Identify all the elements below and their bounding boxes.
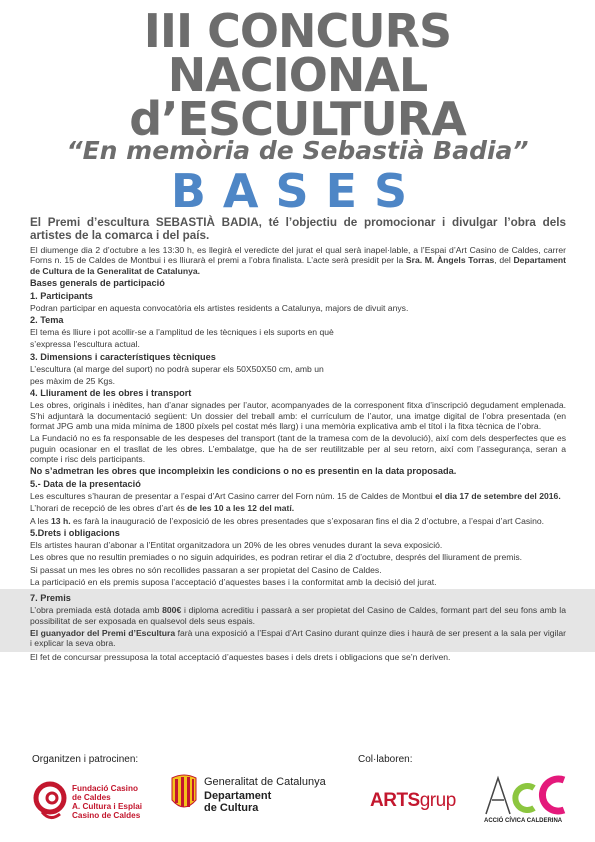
sponsors-footer [0,750,595,842]
prizes-text-1: L’obra premiada està dotada amb 800€ i diploma acreditiu i passarà a ser propietat del Casino de Caldes, formant part del seu fons amb la possibilitat de ser exposada en qualsevol dels seus espais. [30,605,566,626]
generalitat-logo [170,774,340,834]
delivery-text-1: Les obres, originals i inèdites, han d’anar signades per l’autor, acompanyades de la corresponent fitxa d’inscripció degudament emplenada. S’hi adjuntarà la documentació següent: Un dossier del treball amb: el currículum de l’autor, una imatge digital de l’obra presentada (en format JPG amb una mida mínima de 1800 píxels pel costat més llarg) i una memòria explicativa amb el títol i la fitxa tècnica de l’obra. [30,400,566,431]
rights-text-2: Les obres que no resultin premiades o no siguin adquirides, es podran retirar el dia 2 d’octubre, després del lliurament de premis. [30,552,523,563]
section-prizes-heading: 7. Premis [30,593,71,604]
date-text-2: L’horari de recepció de les obres d’art és de les 10 a les 12 del matí. [30,503,295,514]
dimensions-text-1: L’escultura (al marge del suport) no podrà superar els 50X50X50 cm, amb un [30,363,324,374]
acc-caption: ACCIÓ CÍVICA CALDERINA [484,818,563,824]
acc-letters-icon [480,770,570,818]
generalitat-name: Generalitat de Catalunya [204,776,326,788]
delivery-warning: No s’admetran les obres que incompleixin les condicions o no es presentin en la data proposada. [30,466,457,477]
section-participants-heading: 1. Participants [30,290,93,301]
closing-text: El fet de concursar pressuposa la total acceptació d’aquestes bases i dels drets i obligacions que se’n deriven. [30,652,451,663]
date-text-1: Les escultures s’hauran de presentar a l’espai d’Art Casino carrer del Forn núm. 15 de Caldes de Montbui el dia 17 de setembre del 2016. [30,491,561,502]
delivery-text-2: La Fundació no es fa responsable de les despeses del transport (tant de la tramesa com de la devolució), així com dels desperfectes que es puguin ocasionar en el trasllat de les obres. L’embalatge, que ha de ser reutilitzable per al seu retorn, així com l’assegurança, seran a compte i risc dels participants. [30,433,566,464]
prizes-band [0,589,595,652]
dimensions-text-2: pes màxim de 25 Kgs. [30,376,116,387]
prizes-text-2: El guanyador del Premi d’Escultura farà una exposició a l’Espai d’Art Casino durant quinze dies i haurà de ser present a la sala per vigilar i explicar la seva obra. [30,627,566,649]
collaborators-label: Col·laboren: [358,754,413,765]
date-text-3: A les 13 h. es farà la inauguració de l’exposició de les obres presentades que s’exposaran fins el dia 2 d’octubre, a l’espai d’art Casino. [30,515,545,526]
section-delivery-heading: 4. Lliurament de les obres i transport [30,388,192,399]
section-theme-heading: 2. Tema [30,315,64,326]
rules-body [30,216,566,665]
general-bases-heading: Bases generals de participació [30,277,165,288]
rights-text-1: Els artistes hauran d’abonar a l’Entitat organitzadora un 20% de les obres venudes durant la seva exposició. [30,540,443,551]
theme-text-2: s’expressa l’escultura actual. [30,339,140,350]
section-rights-heading: 5.Drets i obligacions [30,528,120,539]
theme-text-1: El tema és lliure i pot acollir-se a l’amplitud de les tècniques i els suports en què [30,327,334,338]
acc-logo [480,770,570,834]
intro-text: El Premi d’escultura SEBASTIÀ BADIA, té l’objectiu de promocionar i divulgar l’obra dels artistes de la comarca i del país. [30,216,566,242]
participants-text: Podran participar en aquesta convocatòria els artistes residents a Catalunya, majors de divuit anys. [30,302,409,313]
verdict-paragraph: El diumenge dia 2 d’octubre a les 13:30 h, es llegirà el veredicte del jurat el qual serà inapel·lable, a l’Espai d’Art Casino de Caldes, carrer Forns n. 15 de Caldes de Montbui i es lliurarà el premi a l’obra finalista. L’acte serà presidit per la Sra. M. Àngels Torras, del Departament de Cultura de la Generalitat de Catalunya. [30,245,566,276]
fundacio-line-1: Fundació Casino [72,784,138,793]
fundacio-line-3: A. Cultura i Esplai [72,802,143,811]
title-line-3: d’ESCULTURA [129,92,466,146]
title-line-2: NACIONAL [167,48,428,102]
casino-caldes-logo [32,778,150,838]
subtitle: “En memòria de Sebastià Badia” [66,136,529,165]
organizers-label: Organitzen i patrocinen: [32,754,139,765]
section-dimensions-heading: 3. Dimensions i característiques tècniques [30,351,216,362]
section-date-heading: 5.- Data de la presentació [30,479,141,490]
fundacio-line-4: Casino de Caldes [72,811,141,820]
generalitat-flag-icon [170,774,198,814]
title-line-1: III CONCURS [143,4,452,58]
department-name: Departament de Cultura [204,790,272,814]
casino-emblem-icon [32,778,68,824]
bases-heading: BASES [170,164,425,218]
rights-text-3: Si passat un mes les obres no són recollides passaran a ser propietat del Casino de Caldes. [30,564,382,575]
rights-text-4: La participació en els premis suposa l’acceptació d’aquestes bases i la conformitat amb la decisió del jurat. [30,576,437,587]
fundacio-line-2: de Caldes [72,793,111,802]
artsgrup-logo: ARTSgrup [370,790,456,811]
